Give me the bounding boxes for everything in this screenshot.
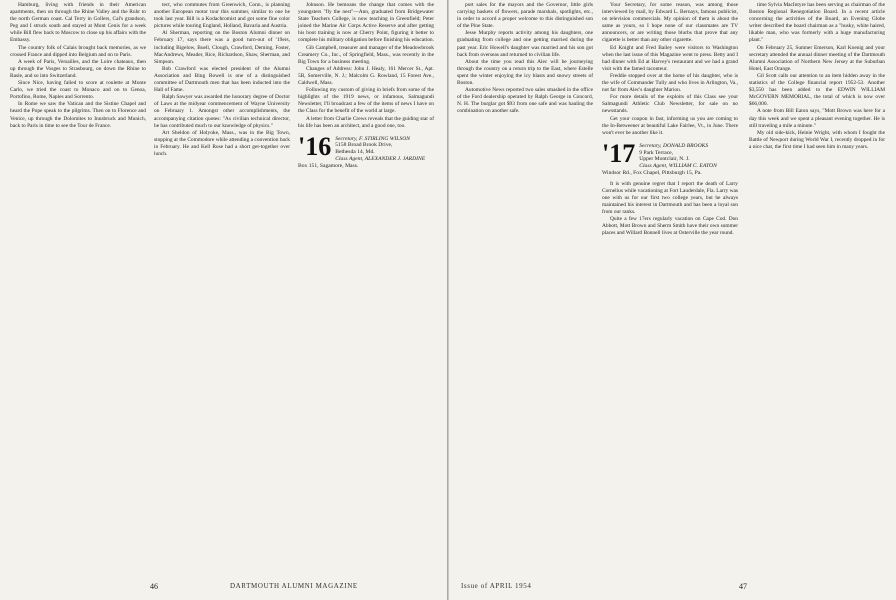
paragraph: My old side-kick, Heinie Wright, with whom I fought the Battle of Newport during World War I, recently dropped in for a nice chat, the first time I had seen him in many years. — [749, 129, 885, 150]
class-agent: Class Agent, WILLIAM C. EATON — [639, 163, 717, 170]
paragraph: Since Nice, having failed to score at roulette at Monte Carlo, we tried the coast to Monaco and on to Genoa, Portofino, Rome, Naples and Sorrento. — [10, 80, 146, 101]
paragraph: Johnson. He bemoans the change that comes with the youngsters "fly the nest"—Ann, graduated from Bridgewater State Teachers College, is now teaching in Greenfield; Peter joined the Marine Air Corps Active Reserve and after getting his boot training is now at Cherry Point, figuring it better to complete his military obligation before finishing his education. — [298, 2, 434, 44]
class-agent-address: Box 151, Sagamore, Mass. — [298, 162, 359, 169]
page-number-right: 47 — [739, 582, 747, 591]
class-agent: Class Agent, ALEXANDER J. JARDINE — [335, 156, 426, 163]
left-column-3 — [298, 2, 434, 570]
paragraph: The country folk of Calais brought back memories, as we crossed France and dipped into Belgium and on to Paris. — [10, 44, 146, 58]
paragraph: Gil Scott calls our attention to an item hidden away in the statistics of the College financial report 1952-53. Another $3,550 has been added to the EDWIN WILLIAM McGOVERN MEMORIAL, the total of which is now over $66,000. — [749, 72, 885, 108]
paragraph: In Rome we saw the Vatican and the Sistine Chapel and heard the Pope speak to the pilgrims. Then on to Florence and Venice, up through the Dolomites to Innsbruck and Munich, back to Paris in time to see the Tour de France. — [10, 101, 146, 129]
paragraph: Get your coupon in fast, informing us you are coming to the In-Betweener at beautiful Lake Fairlee, Vt., in June. There won't ever be another like it. — [602, 115, 738, 136]
paragraph: A note from Bill Eaton says, "Mott Brown was here for a day this week and we spent a pleasant evening together. He is still traveling a mile a minute." — [749, 108, 885, 129]
paragraph: Jesse Murphy reports activity among his daughters, one graduating from college and one getting married during the past year. Eric Howell's daughter was married and his son got back from overseas and returned to civilian life. — [457, 30, 593, 58]
paragraph: time Sylvia MacIntyre has been serving as chairman of the Boston Regional Renegotiation Board. In a recent article concerning the activities of the Board, an Evening Globe writer described the board chairman as a "husky, white haired, likable man, who was formerly with a huge manufacturing plant." — [749, 2, 885, 44]
class-agent-address: Windsor Rd., Fox Chapel, Pittsburgh 15, Pa. — [602, 169, 702, 176]
paragraph: A letter from Charlie Crews reveals that the guiding star of his life has been an architect, and a good one, too. — [298, 115, 434, 129]
secretary-city: Upper Montclair, N. J. — [639, 156, 690, 163]
secretary-address: 9 Park Terrace, — [639, 149, 674, 156]
paragraph: On February 25, Sumner Emerson, Karl Koenig and your secretary attended the annual dinner meeting of the Dartmouth Alumni Association of Northern New Jersey at the Suburban Hotel, East Orange. — [749, 44, 885, 72]
right-page — [449, 0, 896, 600]
paragraph: It is with genuine regret that I report the death of Larry Cornelius while vacationing at Fort Lauderdale, Fla. Larry was one with us for our first two college years, but he always maintained his interest in Dartmouth and has been a loyal son from our ranks. — [602, 180, 738, 216]
page-number-left: 46 — [150, 582, 158, 591]
paragraph: Bob Crawford was elected president of the Alumni Association and Bing Rowell is one of a distinguished committee of Dartmouth men that has been inducted into the Hall of Fame. — [154, 65, 290, 94]
paragraph: Al Sherman, reporting on the Boston Alumni dinner on February 17, says there was a good turn-out of '19ers, including Bigelow, Buell, Clough, Crawford, Deming, Foster, MacAndrews, Meader, Rice, Richardson, Shaw, Sherman, and Simpson. — [154, 30, 290, 65]
secretary-address: 5158 Broad Brook Drive, — [335, 142, 393, 149]
paragraph: A week of Paris, Versailles, and the Loire chateaux, then up through the Vosges to Strasbourg, on down the Rhine to Basle, and so into Switzerland. — [10, 58, 146, 79]
paragraph: Ralph Sawyer was awarded the honorary degree of Doctor of Laws at the midyear commencement of Wayne University on February 1. Amongst other accomplishments, the accompanying citation quotes: "As civilian technical director, he has contributed much to our knowledge of physics." — [154, 94, 290, 129]
left-column-2 — [154, 2, 290, 570]
footer-magazine-title: DARTMOUTH ALUMNI MAGAZINE — [230, 582, 358, 590]
class-heading-1917 — [602, 143, 738, 177]
paragraph: port sales for the mayors and the Governor, little girls carrying baskets of flowers, parade marshals, spotlights, etc., in order to accord a proper welcome to this distinguished son of the Pine State. — [457, 2, 593, 30]
left-page — [0, 0, 447, 600]
class-heading-1916 — [298, 136, 434, 170]
right-column-2 — [602, 2, 738, 570]
paragraph: Your Secretary, for some reason, was among those interviewed by mail, by Edward L. Bernays, famous publicist, on television commercials. My opinion of them is about the same as yours, so I hope none of our classmates are TV announcers, or are writing those blurbs that prove that any cigarette is better than any other cigarette. — [602, 2, 738, 44]
paragraph: About the time you read this Alec will be journeying through the country on a return trip to the East, where Estelle spent the winter enjoying the icy blasts and snowy streets of Boston. — [457, 58, 593, 87]
paragraph: Gib Campbell, treasurer and manager of the Meadowbrook Creamery Co., Inc., of Springfield, Mass., was recently in the Big Town for a business meeting. — [298, 44, 434, 65]
class-year-number: '16 — [298, 135, 332, 161]
paragraph: Art Sheldon of Holyoke, Mass., was in the Big Town, stopping at the Commodore while attending a convention back in February. He and Kell Rose had a short get-together over lunch. — [154, 129, 290, 157]
paragraph: Automotive News reported two sales smashed in the office of the Ford dealership operated by Ralph George in Concord, N. H. The burglar got $93 from one safe and was hauling the combination on another safe. — [457, 87, 593, 115]
paragraph: Changes of Address: John J. Healy, 161 Mercer St., Apt. 5B, Somerville, N. J.; Malcolm G. Rowland, 15 Forest Ave., Caldwell, Mass. — [298, 65, 434, 87]
secretary-line: Secretary, F. STIRLING WILSON — [335, 135, 410, 142]
paragraph: tect, who commutes from Greenwich, Conn., is planning another European motor tour this summer, similar to one he took last year. Bill is a Kodachromist and got some fine color pictures while touring England, Holland, Bavaria and Austria. — [154, 2, 290, 30]
footer-issue-date: Issue of APRIL 1954 — [461, 582, 532, 590]
paragraph: Freddie stopped over at the home of his daughter, who is the wife of Commander Tully and who lives in Arlington, Va., not far from Alec's daughter Marion. — [602, 72, 738, 94]
paragraph: For more details of the exploits of this Class see your Salmagundi Athletic Club Newsletter, for sale on no newsstands. — [602, 94, 738, 115]
secretary-city: Bethesda 14, Md. — [335, 149, 375, 156]
secretary-line: Secretary, DONALD BROOKS — [639, 142, 709, 149]
paragraph: Following my custom of giving in briefs from some of the highlights of the 1919 news, or infamous, Salmagundi Newsletter, I'll broadcast a few of the items of news I have on the Class for the benefit of the world at large. — [298, 87, 434, 115]
right-column-1 — [457, 2, 593, 570]
left-column-1 — [10, 2, 146, 570]
right-column-3 — [749, 2, 885, 570]
class-year-number: '17 — [602, 142, 636, 168]
paragraph: Quite a few 17ers regularly vacation on Cape Cod. Don Abbott, Mott Brown and Sherm Smith have their own summer places and Willard Bonnell lives at Osterville the year round. — [602, 216, 738, 237]
paragraph: Hamburg, living with friends in their American apartments, then on through the Rhine Valley and the Ruhr to the north German coast. Cal Terry in Gollers, Cal's grandson, Peg and I struck south and stayed at Mont Cenis for a week while Bill flew back to Moscow to close up his affairs with the Embassy. — [10, 2, 146, 44]
paragraph: Ed Knight and Fred Bailey were visitors to Washington when the last issue of this Magazine went to press. Betty and I had dinner with Ed at Harvey's restaurant and we had a grand visit with the famed raconteur. — [602, 44, 738, 72]
